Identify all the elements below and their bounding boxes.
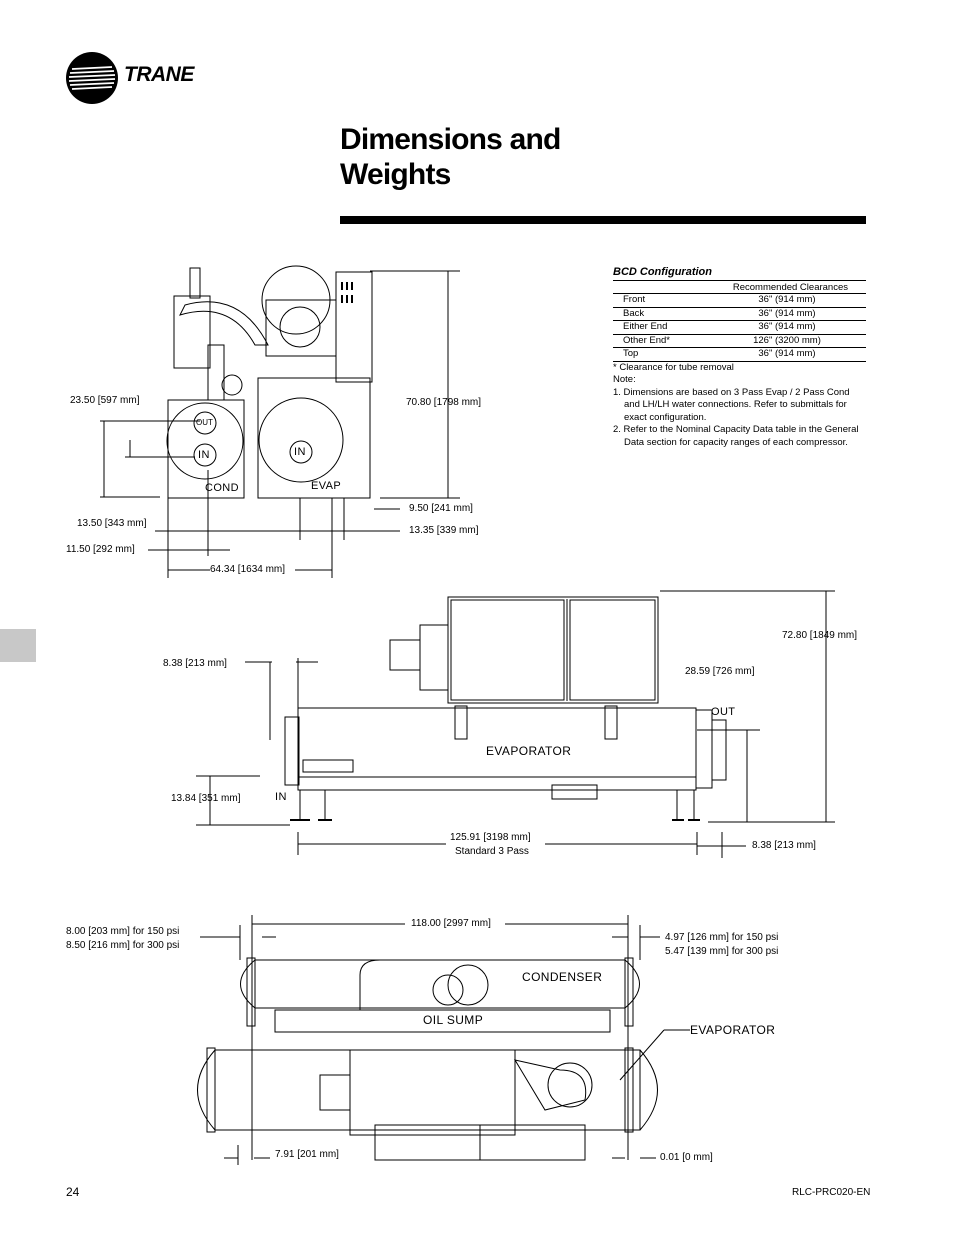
note-1: 1. Dimensions are based on 3 Pass Evap / 2 Pass Cond and LH/LH water connections. Refer to submittals for exact configuration. [613, 386, 850, 423]
cond-out-label: OUT [196, 418, 213, 427]
document-code: RLC-PRC020-EN [792, 1187, 871, 1198]
dim-13-35: 13.35 [339 mm] [409, 525, 479, 536]
side-evaporator-label: EVAPORATOR [486, 744, 572, 758]
dim-13-84: 13.84 [351 mm] [171, 793, 241, 804]
cond-in-label: IN [198, 449, 210, 461]
side-in-label: IN [275, 791, 287, 803]
row-label: Top [613, 348, 708, 362]
top-view-drawing [198, 915, 691, 1165]
standard-3-pass: Standard 3 Pass [455, 846, 529, 857]
dim-4-97: 4.97 [126 mm] for 150 psi [665, 932, 779, 943]
row-value: 36" (914 mm) [708, 321, 866, 335]
evap-label: EVAP [311, 480, 342, 492]
dim-9-50: 9.50 [241 mm] [409, 503, 473, 514]
dim-64-34: 64.34 [1634 mm] [210, 564, 286, 575]
dim-118-00: 118.00 [2997 mm] [411, 918, 491, 929]
row-value: 36" (914 mm) [708, 348, 866, 362]
row-label: Front [613, 294, 708, 308]
dim-5-47: 5.47 [139 mm] for 300 psi [665, 946, 779, 957]
dim-28-59: 28.59 [726 mm] [685, 666, 755, 677]
end-view-drawing [100, 266, 460, 578]
note-label: Note: [613, 374, 636, 385]
dim-7-91: 7.91 [201 mm] [275, 1149, 339, 1160]
note-2: 2. Refer to the Nominal Capacity Data table in the General Data section for capacity ranges of each compressor. [613, 424, 859, 448]
row-label: Either End [613, 321, 708, 335]
row-label: Back [613, 307, 708, 321]
oil-sump-label: OIL SUMP [423, 1013, 484, 1027]
dim-0-01: 0.01 [0 mm] [660, 1152, 713, 1163]
row-value: 36" (914 mm) [708, 307, 866, 321]
title-line-1: Dimensions and [340, 123, 561, 156]
dim-11-50: 11.50 [292 mm] [66, 544, 135, 555]
dim-13-50: 13.50 [343 mm] [77, 518, 147, 529]
footnote: * Clearance for tube removal [613, 361, 734, 373]
evap-in-label: IN [294, 446, 306, 458]
bcd-title: BCD Configuration [613, 266, 712, 278]
dim-23-50: 23.50 [597 mm] [70, 395, 140, 406]
title-line-2: Weights [340, 158, 451, 191]
dim-8-50: 8.50 [216 mm] for 300 psi [66, 940, 180, 951]
dim-72-80: 72.80 [1849 mm] [782, 630, 858, 641]
dim-8-38-top: 8.38 [213 mm] [163, 658, 227, 669]
dim-8-00: 8.00 [203 mm] for 150 psi [66, 926, 180, 937]
row-value: 126" (3200 mm) [708, 334, 866, 348]
brand-name: TRANE [124, 63, 194, 86]
clearance-header: Recommended Clearances [613, 281, 866, 294]
top-evaporator-label: EVAPORATOR [690, 1023, 776, 1037]
page-number: 24 [66, 1185, 80, 1199]
row-label: Other End* [613, 334, 708, 348]
dim-70-80: 70.80 [1798 mm] [406, 397, 482, 408]
dim-8-38-bottom: 8.38 [213 mm] [752, 840, 816, 851]
condenser-label: CONDENSER [522, 970, 603, 984]
side-view-drawing [196, 591, 835, 858]
cond-label: COND [205, 482, 239, 494]
side-out-label: OUT [711, 706, 736, 718]
dim-125-91: 125.91 [3198 mm] [450, 832, 531, 843]
row-value: 36" (914 mm) [708, 294, 866, 308]
